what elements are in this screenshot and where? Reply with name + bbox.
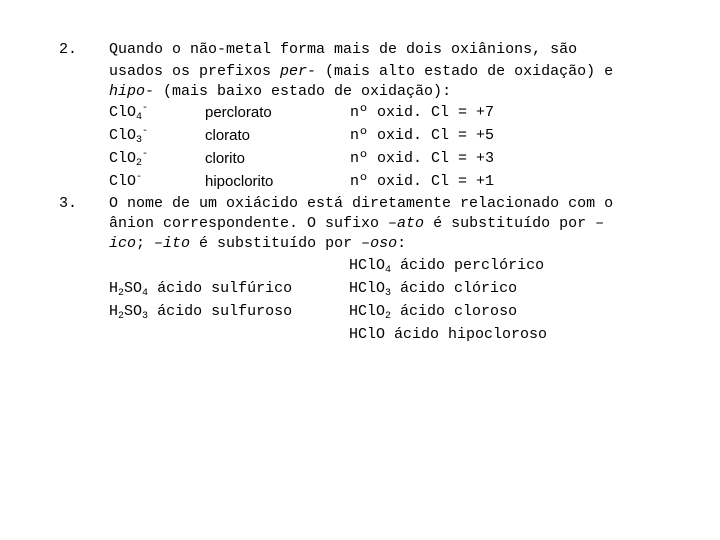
- item-3-number: 3.: [59, 195, 78, 212]
- acid-sulfurico: $H_2SO_4$ ácido sulfúrico: [109, 280, 293, 299]
- item-2-line-1: Quando o não-metal forma mais de dois oxiânions, são: [109, 41, 578, 58]
- acid-cloroso: HClO$_2$ ácido cloroso: [349, 303, 518, 322]
- acid-clorico: HClO$_3$ ácido clórico: [349, 280, 518, 299]
- anion-name: clorito: [205, 150, 246, 167]
- item-3-line-2: ânion correspondente. O sufixo –ato é substituído por –: [109, 215, 605, 232]
- anion-formula: ClO-: [109, 172, 143, 190]
- item-3-line-3: ico; –ito é substituído por –oso:: [109, 235, 407, 252]
- anion-oxidation: nº oxid. Cl = +1: [350, 173, 495, 190]
- anion-oxidation: nº oxid. Cl = +5: [350, 127, 495, 144]
- item-2-number: 2.: [59, 41, 78, 58]
- anion-formula: ClO$_2$-: [109, 149, 149, 169]
- anion-name: clorato: [205, 127, 251, 144]
- anion-name: perclorato: [205, 104, 272, 121]
- anion-formula: ClO$_4$-: [109, 103, 149, 123]
- acid-sulfuroso: $H_2SO_3$ ácido sulfuroso: [109, 303, 293, 322]
- item-3-line-1: O nome de um oxiácido está diretamente relacionado com o: [109, 195, 614, 212]
- anion-formula: ClO$_3$-: [109, 126, 149, 146]
- item-2-line-3: hipo- (mais baixo estado de oxidação):: [109, 83, 452, 100]
- acid-perclorico: HClO$_4$ ácido perclórico: [349, 257, 545, 276]
- acid-hipocloroso: HClO ácido hipocloroso: [349, 326, 548, 343]
- anion-oxidation: nº oxid. Cl = +3: [350, 150, 495, 167]
- anion-name: hipoclorito: [205, 173, 274, 190]
- anion-oxidation: nº oxid. Cl = +7: [350, 104, 495, 121]
- item-2-line-2: usados os prefixos per- (mais alto estado de oxidação) e: [109, 63, 614, 80]
